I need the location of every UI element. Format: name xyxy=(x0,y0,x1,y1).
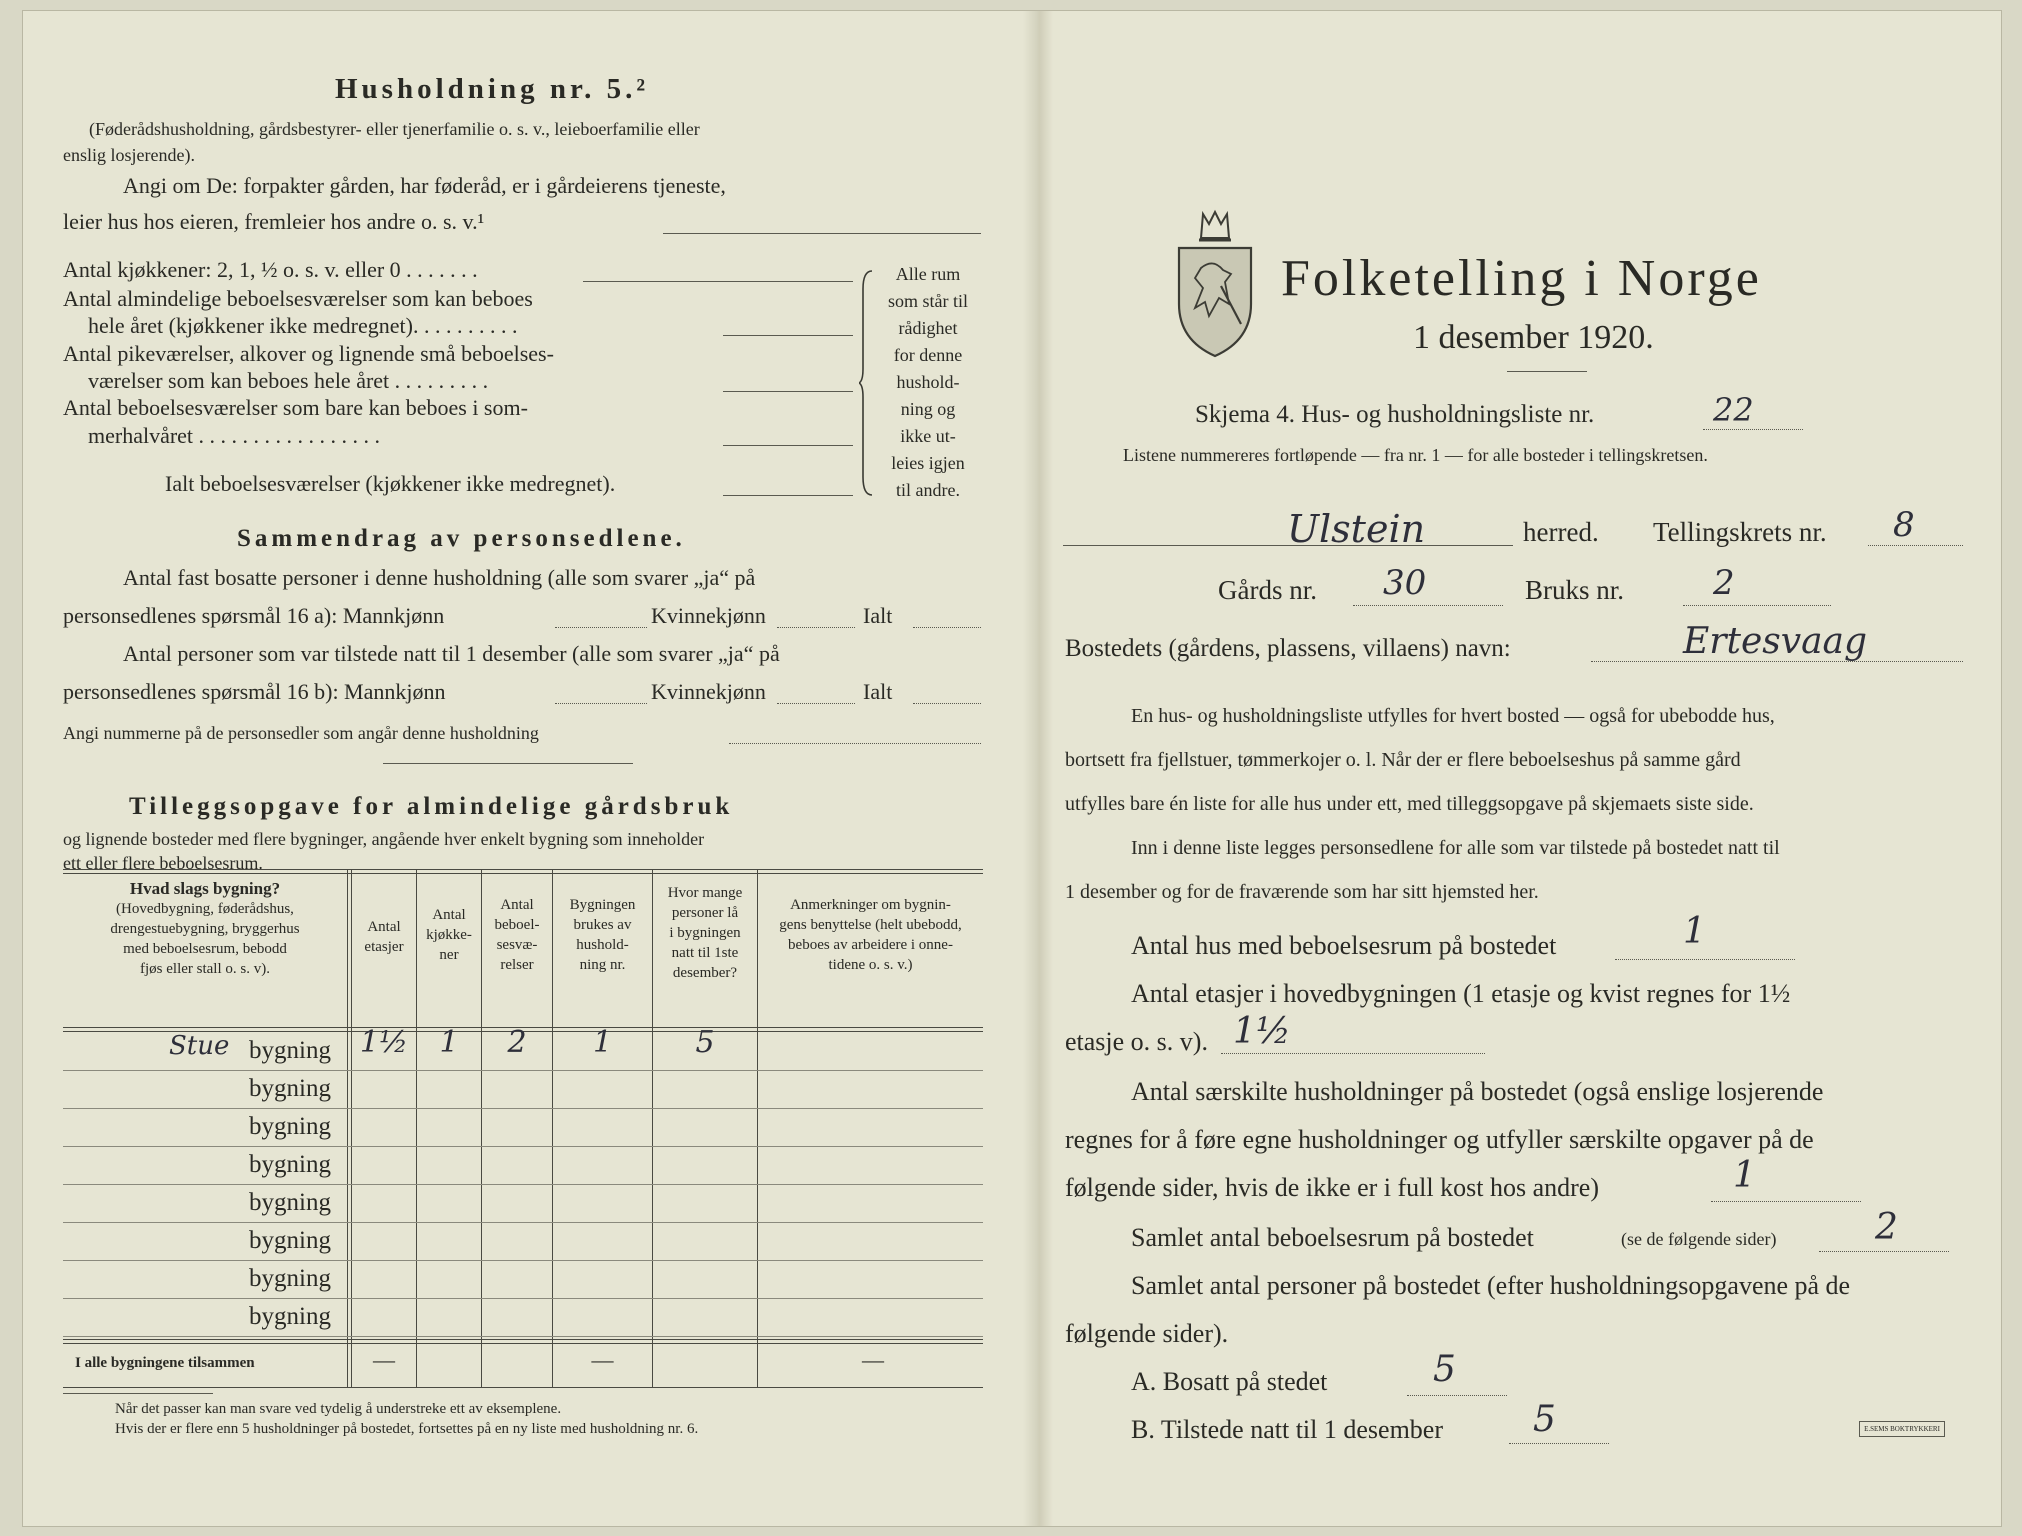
fast-ialt-line xyxy=(913,627,981,628)
instr-line1: En hus- og husholdningsliste utfylles for hvert bosted — også for ubebodde hus, xyxy=(1131,705,1775,727)
samlet-rum-line xyxy=(1819,1251,1949,1252)
tilst-line1: Antal personer som var tilstede natt til 1 desember (alle som svarer „ja“ på xyxy=(123,641,780,666)
tilst-line2: personsedlenes spørsmål 16 b): Mannkjønn xyxy=(63,679,446,704)
tilstede-label: B. Tilstede natt til 1 desember xyxy=(1131,1415,1443,1444)
table-row xyxy=(63,1025,983,1071)
samlet-pers-line2: følgende sider). xyxy=(1065,1319,1229,1348)
saerskilte-line3: følgende sider, hvis de ikke er i full kost hos andre) xyxy=(1065,1173,1599,1202)
q-kjokkener: Antal kjøkkener: 2, 1, ½ o. s. v. eller 0 . . . . . . . xyxy=(63,257,478,282)
tilst-kvinne-label: Kvinnekjønn xyxy=(651,679,766,704)
cell-personer: 5 xyxy=(695,1025,715,1060)
sammendrag-title: Sammendrag av personsedlene. xyxy=(237,525,686,552)
herred-line xyxy=(1063,545,1513,546)
bosatt-line xyxy=(1407,1395,1507,1396)
tilstede-line xyxy=(1509,1443,1609,1444)
row-label: bygning xyxy=(249,1037,331,1064)
etasjer-answer-line xyxy=(1221,1053,1485,1054)
header-anmerkninger: Anmerkninger om bygnin- gens benyttelse (helt ubebodd, beboes av arbeidere i onne- tidene o. s. v.) xyxy=(779,897,962,973)
printer-mark: E.SEMS BOKTRYKKERI xyxy=(1859,1421,1945,1437)
etasjer-value: 1½ xyxy=(1233,1011,1291,1052)
tillegg-line1: og lignende bosteder med flere bygninger, angående hver enkelt bygning som inneholder xyxy=(63,829,705,849)
q-som-line1: Antal beboelsesværelser som bare kan beboes i som- xyxy=(63,395,528,420)
row-label: bygning xyxy=(249,1265,331,1292)
gards-label: Gårds nr. xyxy=(1218,575,1317,605)
table-row xyxy=(63,1185,983,1223)
herred-label: herred. xyxy=(1523,517,1599,547)
building-table xyxy=(63,869,983,1389)
header-husholdning: Bygningen brukes av hushold- ning nr. xyxy=(569,897,636,973)
row-label: bygning xyxy=(249,1189,331,1216)
saerskilte-line1: Antal særskilte husholdninger på bostedet (også enslige losjerende xyxy=(1131,1077,1824,1106)
cell-etasjer: 1½ xyxy=(359,1025,409,1060)
bosatt-label: A. Bosatt på stedet xyxy=(1131,1367,1328,1396)
tilst-kvinne-line xyxy=(777,703,855,704)
header-building-type: Hvad slags bygning? (Hovedbygning, føderådshus, drengestuebygning, bryggerhus med beboelsesrum, bebodd fjøs eller stall o. s. v). xyxy=(110,879,300,977)
header-kjokkener: Antal kjøkke- ner xyxy=(426,907,472,963)
saerskilte-answer-line xyxy=(1711,1201,1861,1202)
tilst-ialt-label: Ialt xyxy=(863,679,893,704)
bruks-label: Bruks nr. xyxy=(1525,575,1625,605)
antal-hus-value: 1 xyxy=(1683,911,1706,952)
row-building-type: Stue xyxy=(169,1031,230,1061)
page-fold xyxy=(1023,11,1053,1526)
table-row xyxy=(63,1299,983,1337)
skjema-note: Listene nummereres fortløpende — fra nr. 1 — for alle bosteder i tellingskretsen. xyxy=(1123,445,1708,465)
household-note-line2: enslig losjerende). xyxy=(63,145,195,165)
q-ialt: Ialt beboelsesværelser (kjøkkener ikke medregnet). xyxy=(165,471,616,496)
total-anmerkninger: — xyxy=(862,1347,884,1372)
antal-hus-line xyxy=(1615,959,1795,960)
row-label: bygning xyxy=(249,1151,331,1178)
samlet-pers-line1: Samlet antal personer på bostedet (efter husholdningsopgavene på de xyxy=(1131,1271,1851,1300)
instr-line4: Inn i denne liste legges personsedlene for alle som var tilstede på bostedet natt til xyxy=(1131,837,1780,859)
q-alm-line1: Antal almindelige beboelsesværelser som kan beboes xyxy=(63,286,533,311)
row-label: bygning xyxy=(249,1303,331,1330)
antal-hus-label: Antal hus med beboelsesrum på bostedet xyxy=(1131,931,1557,960)
kjokkener-answer-line xyxy=(583,281,853,282)
census-title: Folketelling i Norge xyxy=(1281,250,1762,307)
household-note-line1: (Føderådshusholdning, gårdsbestyrer- eller tjenerfamilie o. s. v., leieboerfamilie eller xyxy=(89,119,700,139)
bosted-value: Ertesvaag xyxy=(1683,621,1868,662)
angi-nummerne: Angi nummerne på de personsedler som angår denne husholdning xyxy=(63,723,539,743)
row-label: bygning xyxy=(249,1227,331,1254)
tillegg-line2: ett eller flere beboelsesrum. xyxy=(63,853,263,873)
table-row xyxy=(63,1109,983,1147)
header-personer: Hvor mange personer lå i bygningen natt til 1ste desember? xyxy=(667,885,743,981)
household-title: Husholdning nr. 5.² xyxy=(335,73,650,105)
footnote-rule xyxy=(63,1393,213,1394)
table-row xyxy=(63,1261,983,1299)
fast-kvinne-label: Kvinnekjønn xyxy=(651,603,766,628)
gards-value: 30 xyxy=(1383,563,1427,603)
etasjer-line2: etasje o. s. v). xyxy=(1065,1027,1208,1056)
q-pike-line2: værelser som kan beboes hele året . . . . . . . . . xyxy=(88,368,489,393)
total-husholdning: — xyxy=(591,1347,614,1372)
q-alm-line2: hele året (kjøkkener ikke medregnet). . . . . . . . . . xyxy=(88,313,518,338)
tilstede-value: 5 xyxy=(1533,1399,1556,1440)
angi-answer-line xyxy=(663,233,981,234)
q-pike-line1: Antal pikeværelser, alkover og lignende små beboelses- xyxy=(63,341,554,366)
table-row xyxy=(63,1071,983,1109)
header-vaerelser: Antal beboel- sesvæ- relser xyxy=(494,897,540,973)
table-row xyxy=(63,1147,983,1185)
skjema-label: Skjema 4. Hus- og husholdningsliste nr. xyxy=(1195,401,1595,428)
angi-nummerne-line xyxy=(729,743,981,744)
footnote-1: Når det passer kan man svare ved tydelig å understreke ett av eksemplene. xyxy=(115,1401,562,1417)
total-label: I alle bygningene tilsammen xyxy=(75,1355,255,1371)
samlet-rum-note: (se de følgende sider) xyxy=(1621,1229,1777,1249)
census-sheet xyxy=(22,10,2002,1527)
fast-line1: Antal fast bosatte personer i denne husholdning (alle som svarer „ja“ på xyxy=(123,565,756,590)
bosted-line xyxy=(1591,661,1963,662)
row-label: bygning xyxy=(249,1113,331,1140)
angi-line1: Angi om De: forpakter gården, har føderåd, er i gårdeierens tjeneste, xyxy=(123,173,726,198)
bruks-value: 2 xyxy=(1713,563,1735,603)
q-som-line2: merhalvåret . . . . . . . . . . . . . . . . . xyxy=(88,423,381,448)
alm-answer-line xyxy=(723,335,853,336)
etasjer-line1: Antal etasjer i hovedbygningen (1 etasje og kvist regnes for 1½ xyxy=(1131,979,1791,1008)
saerskilte-line2: regnes for å føre egne husholdninger og utfyller særskilte opgaver på de xyxy=(1065,1125,1814,1154)
krets-line xyxy=(1868,545,1963,546)
table-row xyxy=(63,1223,983,1261)
samlet-rum-label: Samlet antal beboelsesrum på bostedet xyxy=(1131,1223,1534,1252)
side-note: Alle rum som står til rådighet for denne hushold- ning og ikke ut- leies igjen til andre. xyxy=(888,264,968,500)
header-etasjer: Antal etasjer xyxy=(364,919,404,955)
instr-line2: bortsett fra fjellstuer, tømmerkojer o. l. Når der er flere beboelseshus på samme gård xyxy=(1065,749,1741,771)
tilst-mann-line xyxy=(555,703,647,704)
bosatt-value: 5 xyxy=(1433,1349,1456,1390)
liste-nr-value: 22 xyxy=(1713,391,1754,429)
liste-nr-line xyxy=(1703,429,1803,430)
total-etasjer: — xyxy=(373,1347,395,1372)
instr-line3: utfylles bare én liste for alle hus under ett, med tilleggsopgave på skjemaets siste side. xyxy=(1065,793,1754,815)
fast-line2: personsedlenes spørsmål 16 a): Mannkjønn xyxy=(63,603,445,628)
gards-line xyxy=(1353,605,1503,606)
ialt-answer-line xyxy=(723,495,853,496)
tillegg-title: Tilleggsopgave for almindelige gårdsbruk xyxy=(129,793,734,820)
cell-husholdning: 1 xyxy=(592,1025,613,1060)
krets-value: 8 xyxy=(1893,505,1915,545)
row-rule xyxy=(63,1336,983,1337)
date-underline xyxy=(1507,371,1587,372)
census-date: 1 desember 1920. xyxy=(1413,319,1654,356)
coat-of-arms-icon xyxy=(1173,208,1257,360)
angi-line2: leier hus hos eieren, fremleier hos andre o. s. v.¹ xyxy=(63,209,485,234)
section-divider xyxy=(383,763,633,764)
footnote-2: Hvis der er flere enn 5 husholdninger på bostedet, fortsettes på en ny liste med husholdning nr. 6. xyxy=(115,1421,699,1437)
cell-vaerelser: 2 xyxy=(507,1025,527,1060)
bruks-line xyxy=(1683,605,1831,606)
row-label: bygning xyxy=(249,1075,331,1102)
saerskilte-value: 1 xyxy=(1733,1155,1756,1196)
tilst-ialt-line xyxy=(913,703,981,704)
som-answer-line xyxy=(723,445,853,446)
samlet-rum-value: 2 xyxy=(1875,1207,1898,1248)
brace-icon xyxy=(859,269,875,497)
krets-label: Tellingskrets nr. xyxy=(1653,517,1827,547)
cell-kjokkener: 1 xyxy=(439,1025,459,1060)
fast-kvinne-line xyxy=(777,627,855,628)
instr-line5: 1 desember og for de fraværende som har sitt hjemsted her. xyxy=(1065,881,1539,903)
fast-ialt-label: Ialt xyxy=(863,603,893,628)
herred-value: Ulstein xyxy=(1287,507,1426,551)
fast-mann-line xyxy=(555,627,647,628)
pike-answer-line xyxy=(723,391,853,392)
bosted-label: Bostedets (gårdens, plassens, villaens) navn: xyxy=(1065,635,1511,662)
